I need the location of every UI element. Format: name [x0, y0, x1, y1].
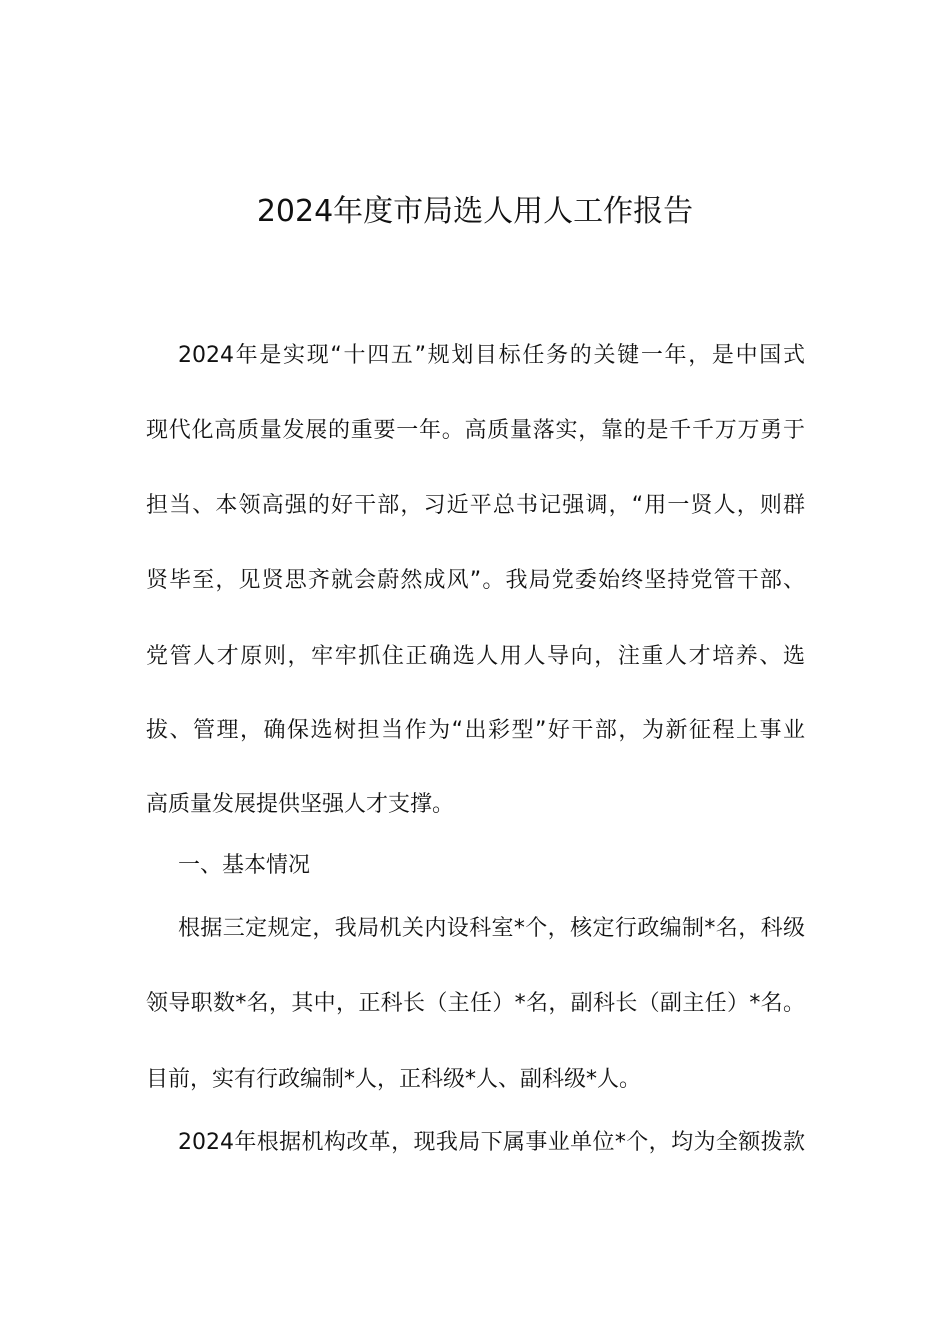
paragraph-line: 现代化高质量发展的重要一年。高质量落实，靠的是千千万万勇于 [146, 418, 805, 443]
paragraph-line: 目前，实有行政编制*人，正科级*人、副科级*人。 [146, 1067, 642, 1092]
paragraph-line: 2024年根据机构改革，现我局下属事业单位*个，均为全额拨款 [178, 1130, 805, 1155]
paragraph-line: 党管人才原则，牢牢抓住正确选人用人导向，注重人才培养、选 [146, 644, 805, 669]
paragraph-line: 领导职数*名，其中，正科长（主任）*名，副科长（副主任）*名。 [146, 991, 805, 1016]
paragraph-line: 贤毕至，见贤思齐就会蔚然成风”。我局党委始终坚持党管干部、 [146, 568, 805, 593]
paragraph-line: 2024年是实现“十四五”规划目标任务的关键一年，是中国式 [178, 343, 805, 368]
paragraph-line: 拔、管理，确保选树担当作为“出彩型”好干部，为新征程上事业 [146, 718, 805, 743]
document-title: 2024年度市局选人用人工作报告 [256, 194, 694, 229]
paragraph-line: 担当、本领高强的好干部，习近平总书记强调，“用一贤人，则群 [146, 493, 805, 518]
paragraph-line: 高质量发展提供坚强人才支撑。 [146, 792, 455, 817]
section-heading: 一、基本情况 [178, 853, 311, 878]
paragraph-line: 根据三定规定，我局机关内设科室*个，核定行政编制*名，科级 [178, 916, 805, 941]
